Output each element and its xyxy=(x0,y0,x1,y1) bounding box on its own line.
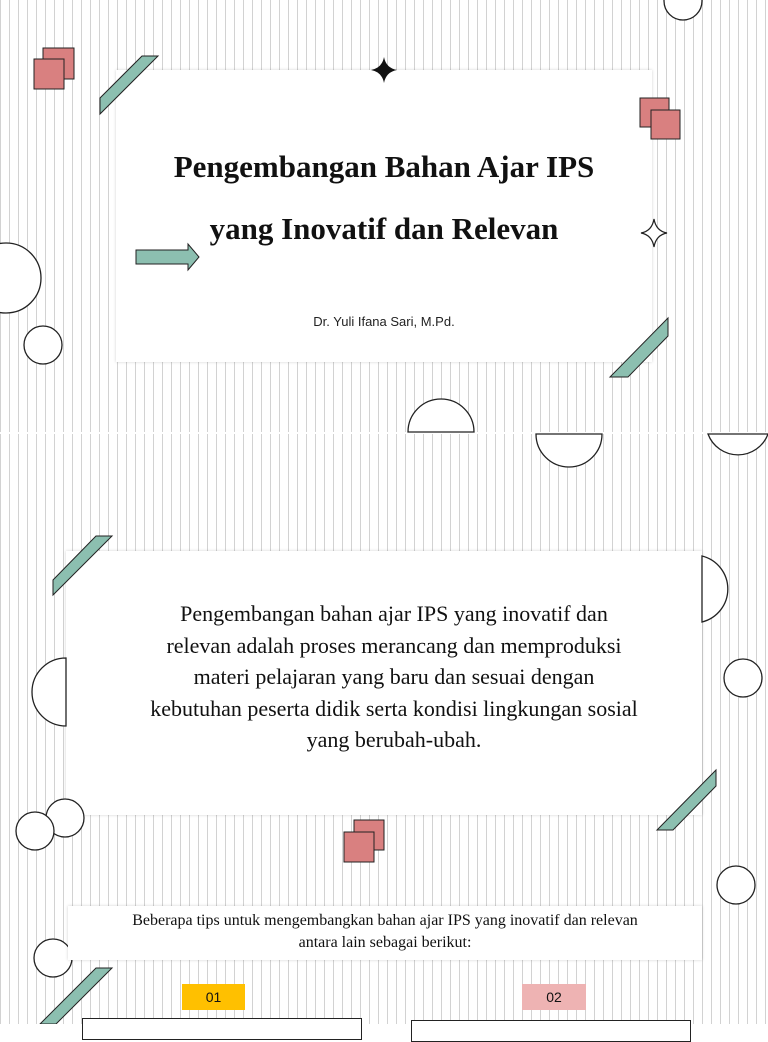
semicircle-shape xyxy=(32,658,66,726)
coral-square xyxy=(34,59,64,89)
circle-shape xyxy=(724,659,762,697)
teal-strip xyxy=(53,536,112,595)
circle-shape xyxy=(664,0,702,20)
teal-arrow xyxy=(136,244,199,270)
circle-shape xyxy=(34,939,72,977)
tips-intro-box xyxy=(68,906,702,960)
tips-intro-text xyxy=(68,910,702,954)
semicircle-shape xyxy=(536,434,602,467)
definition-line: relevan adalah proses merancang dan memproduksi xyxy=(166,632,622,658)
definition-paragraph xyxy=(96,598,692,756)
tip-box-02 xyxy=(411,1020,691,1042)
tip-number-02: 02 xyxy=(522,984,586,1010)
semicircle-shape xyxy=(408,399,474,432)
circle-shape xyxy=(24,326,62,364)
teal-strip xyxy=(100,56,158,114)
title-line-1: Pengembangan Bahan Ajar IPS xyxy=(173,149,595,184)
definition-line: Pengembangan bahan ajar IPS yang inovatif dan xyxy=(180,601,608,626)
tip-number-01: 01 xyxy=(182,984,245,1010)
coral-square xyxy=(344,832,374,862)
teal-strip xyxy=(657,770,716,830)
circle-shape xyxy=(16,812,54,850)
sparkle-star-filled xyxy=(371,57,397,83)
circle-shape xyxy=(717,866,755,904)
tips-intro-line: Beberapa tips untuk mengembangkan bahan ajar IPS yang inovatif dan relevan xyxy=(132,912,638,929)
semicircle-shape xyxy=(702,556,728,622)
author-name: Dr. Yuli Ifana Sari, M.Pd. xyxy=(313,314,455,329)
definition-line: materi pelajaran yang baru dan sesuai dengan xyxy=(193,664,595,689)
definition-line: kebutuhan peserta didik serta kondisi lingkungan sosial xyxy=(150,695,638,721)
coral-square xyxy=(651,110,680,139)
tips-intro-line: antara lain sebagai berikut: xyxy=(298,934,472,951)
title-line-2: yang Inovatif dan Relevan xyxy=(209,211,559,246)
definition-line: yang berubah-ubah. xyxy=(306,727,482,752)
semicircle-shape xyxy=(708,434,768,455)
circle-shape xyxy=(0,243,41,313)
tip-box-01 xyxy=(82,1018,362,1040)
